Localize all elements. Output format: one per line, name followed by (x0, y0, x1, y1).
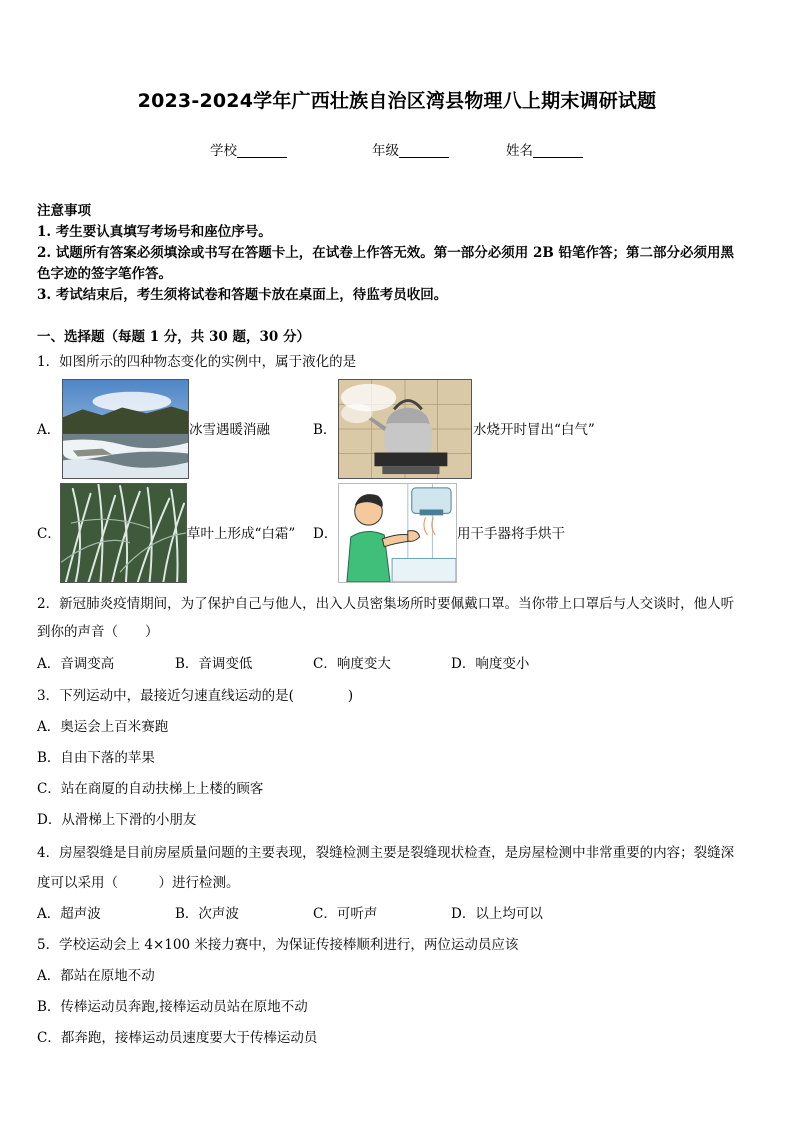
name-label: 姓名 (506, 143, 533, 159)
question-stem: 3．下列运动中，最接近匀速直线运动的是( ) (37, 688, 354, 704)
option-a: A．音调变高 (37, 656, 115, 672)
option-text: 草叶上形成“白霜” (187, 526, 296, 542)
option-b: B．音调变低 (175, 656, 253, 672)
grade-blank[interactable] (399, 143, 449, 158)
notice-item: 2. 试题所有答案必须填涂或书写在答题卡上，在试卷上作答无效。第一部分必须用 2B 铅笔作答；第二部分必须用黑 (37, 245, 734, 261)
option-text: 水烧开时冒出“白气” (473, 422, 595, 438)
boiling-kettle-photo (338, 379, 472, 479)
notice-heading: 注意事项 (37, 203, 91, 219)
school-blank[interactable] (237, 143, 287, 158)
grade-field (372, 139, 449, 159)
option-c: C．响度变大 (313, 656, 391, 672)
melting-ice-river-photo (62, 379, 189, 479)
option-letter: B． (313, 422, 337, 438)
option-c: C．可听声 (313, 906, 378, 922)
question-stem: 到你的声音（ ） (37, 624, 159, 640)
school-label: 学校 (210, 143, 237, 159)
question-stem: 1．如图所示的四种物态变化的实例中，属于液化的是 (37, 354, 357, 370)
option-d: D．从滑梯上下滑的小朋友 (37, 812, 197, 828)
section-heading: 一、选择题（每题 1 分，共 30 题，30 分） (37, 329, 310, 345)
school-field (210, 139, 287, 159)
option-letter: A． (37, 422, 61, 438)
option-a: A．超声波 (37, 906, 101, 922)
option-d: D．响度变小 (451, 656, 530, 672)
notice-item: 1. 考生要认真填写考场号和座位序号。 (37, 224, 272, 240)
option-c: C．站在商厦的自动扶梯上上楼的顾客 (37, 781, 264, 797)
option-text: 冰雪遇暖消融 (189, 422, 270, 438)
question-stem: 度可以采用（ ）进行检测。 (37, 875, 240, 891)
option-letter: C． (37, 526, 61, 542)
name-field (506, 139, 583, 159)
option-d: D．以上均可以 (451, 906, 543, 922)
question-stem: 4．房屋裂缝是目前房屋质量问题的主要表现，裂缝检测主要是裂缝现状检查，是房屋检测中非常重要的内容；裂缝深 (37, 845, 735, 861)
notice-item: 色字迹的签字笔作答。 (37, 266, 172, 282)
option-b: B．自由下落的苹果 (37, 750, 155, 766)
page-title: 2023-2024学年广西壮族自治区湾县物理八上期末调研试题 (137, 90, 657, 112)
option-b: B．次声波 (175, 906, 239, 922)
option-b: B．传棒运动员奔跑,接棒运动员站在原地不动 (37, 999, 308, 1015)
question-stem: 2．新冠肺炎疫情期间，为了保护自己与他人，出入人员密集场所时要佩戴口罩。当你带上口罩后与人交谈时，他人听 (37, 596, 735, 612)
hand-dryer-illustration (338, 483, 457, 583)
grade-label: 年级 (372, 143, 399, 159)
frosted-grass-photo (60, 483, 187, 583)
option-text: 用干手器将手烘干 (457, 526, 565, 542)
option-a: A．奥运会上百米赛跑 (37, 719, 169, 735)
name-blank[interactable] (533, 143, 583, 158)
question-stem: 5．学校运动会上 4×100 米接力赛中，为保证传接棒顺利进行，两位运动员应该 (37, 937, 519, 953)
option-a: A．都站在原地不动 (37, 968, 155, 984)
option-letter: D． (313, 526, 338, 542)
notice-item: 3. 考试结束后，考生须将试卷和答题卡放在桌面上，待监考员收回。 (37, 287, 448, 303)
option-c: C．都奔跑，接棒运动员速度要大于传棒运动员 (37, 1030, 318, 1046)
